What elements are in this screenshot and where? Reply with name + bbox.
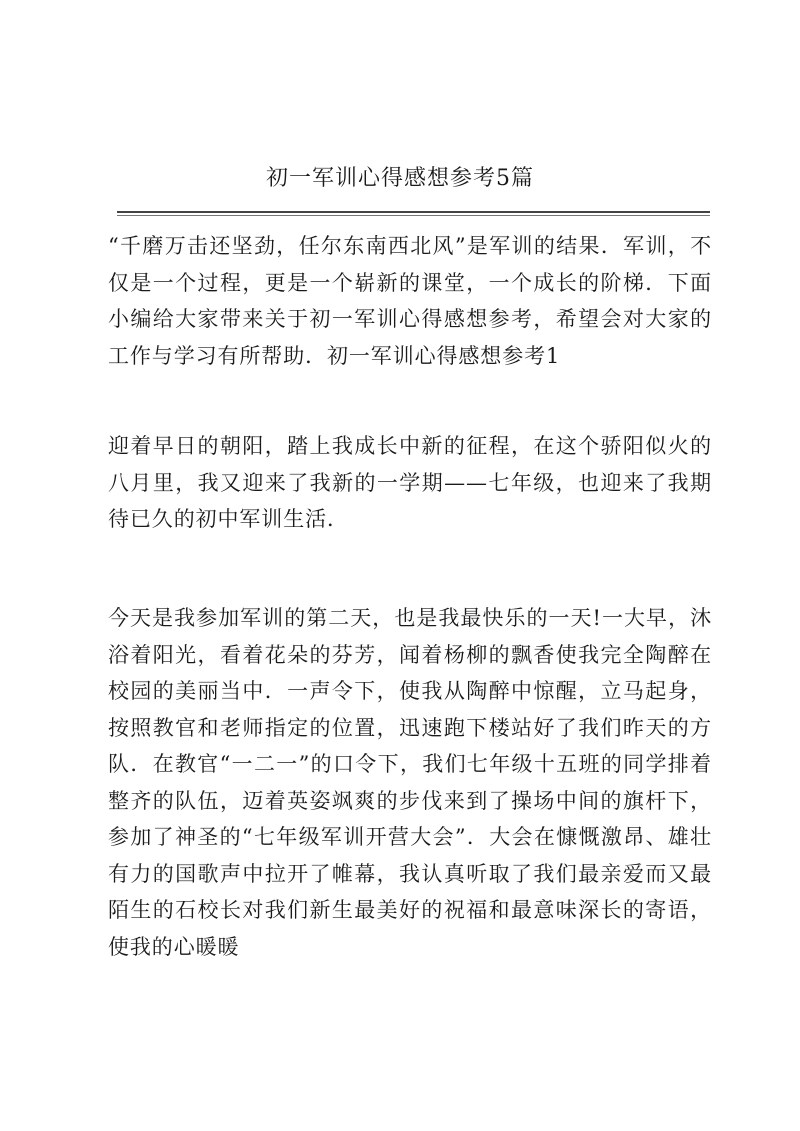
title-divider [117, 211, 710, 213]
body-paragraph-1: 迎着早日的朝阳，踏上我成长中新的征程，在这个骄阳似火的八月里，我又迎来了我新的一学期——七年级，也迎来了我期待已久的初中军训生活． [108, 434, 712, 531]
document-title: 初一军训心得感想参考5篇 [266, 166, 534, 191]
body-paragraph-2: 今天是我参加军训的第二天，也是我最快乐的一天!一大早，沐浴着阳光，看着花朵的芬芳，闻着杨柳的飘香使我完全陶醉在校园的美丽当中．一声令下，使我从陶醉中惊醒，立马起身，按照教官和老师指定的位置，迅速跑下楼站好了我们昨天的方队．在教官“一二一”的口令下，我们七年级十五班的同学排着整齐的队伍，迈着英姿飒爽的步伐来到了操场中间的旗杆下，参加了神圣的“七年级军训开营大会”．大会在慷慨激昂、雄壮有力的国歌声中拉开了帷幕，我认真听取了我们最亲爱而又最陌生的石校长对我们新生最美好的祝福和最意味深长的寄语，使我的心暖暖 [108, 606, 712, 959]
intro-paragraph: “千磨万击还坚劲，任尔东南西北风”是军训的结果．军训，不仅是一个过程，更是一个崭新的课堂，一个成长的阶梯．下面小编给大家带来关于初一军训心得感想参考，希望会对大家的工作与学习有所帮助．初一军训心得感想参考1 [108, 234, 712, 368]
